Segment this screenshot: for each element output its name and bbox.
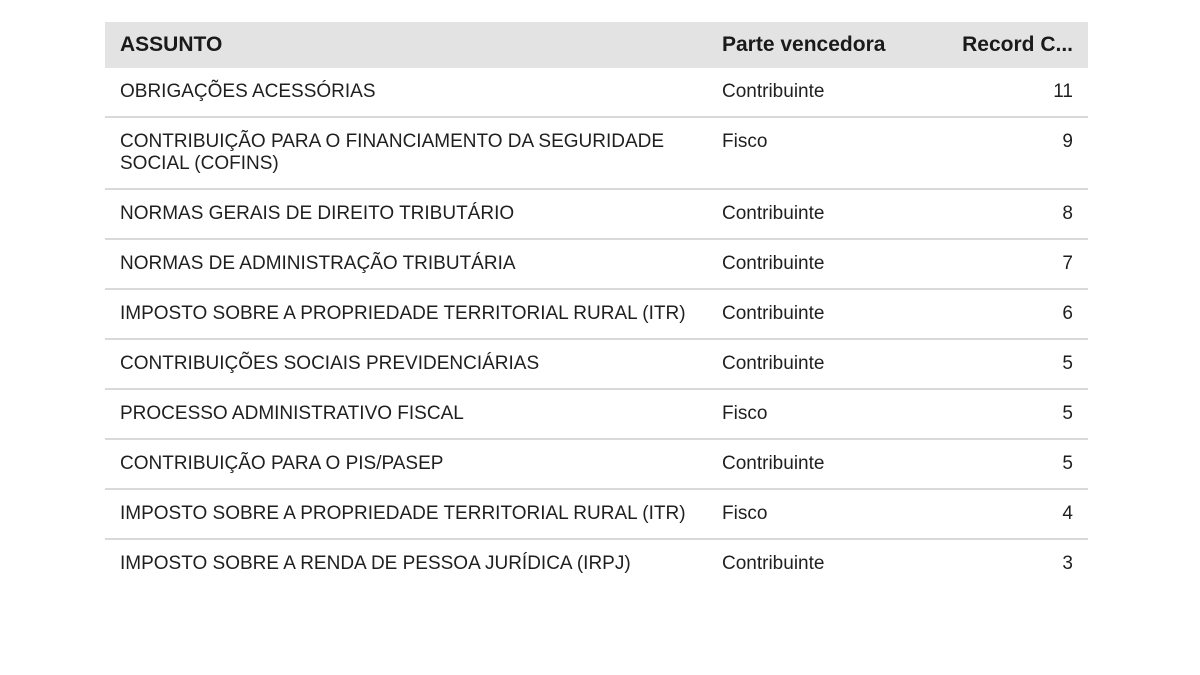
- cell-record-count: 9: [939, 117, 1088, 189]
- cell-assunto: IMPOSTO SOBRE A PROPRIEDADE TERRITORIAL RURAL (ITR): [105, 489, 707, 539]
- cell-parte-vencedora: Contribuinte: [707, 239, 939, 289]
- cell-parte-vencedora: Fisco: [707, 117, 939, 189]
- table-row: [105, 489, 1088, 539]
- table-row: [105, 239, 1088, 289]
- column-header-parte-vencedora[interactable]: Parte vencedora: [707, 22, 939, 68]
- cell-record-count: 5: [939, 389, 1088, 439]
- table-row: [105, 439, 1088, 489]
- cell-assunto: CONTRIBUIÇÃO PARA O FINANCIAMENTO DA SEGURIDADE SOCIAL (COFINS): [105, 117, 707, 189]
- table-row: [105, 289, 1088, 339]
- cell-assunto: OBRIGAÇÕES ACESSÓRIAS: [105, 68, 707, 117]
- cell-assunto: NORMAS GERAIS DE DIREITO TRIBUTÁRIO: [105, 189, 707, 239]
- column-header-assunto[interactable]: ASSUNTO: [105, 22, 707, 68]
- cell-record-count: 3: [1062, 553, 1073, 574]
- table-row: [105, 339, 1088, 389]
- cell-parte-vencedora: Contribuinte: [707, 68, 939, 117]
- cell-parte-vencedora: Contribuinte: [707, 439, 939, 489]
- table-body: [105, 68, 1088, 588]
- column-header-record-count[interactable]: Record C...: [939, 22, 1088, 68]
- cell-record-count: 5: [939, 339, 1088, 389]
- cell-assunto: NORMAS DE ADMINISTRAÇÃO TRIBUTÁRIA: [105, 239, 707, 289]
- cell-assunto: IMPOSTO SOBRE A RENDA DE PESSOA JURÍDICA (IRPJ): [120, 553, 631, 574]
- cell-record-count: 4: [939, 489, 1088, 539]
- cell-record-count: 7: [939, 239, 1088, 289]
- data-table: [105, 22, 1088, 588]
- table-row: [105, 68, 1088, 117]
- table-row: [105, 117, 1088, 189]
- cell-parte-vencedora: Fisco: [707, 489, 939, 539]
- table-row: [105, 539, 1088, 588]
- cell-record-count: 11: [939, 68, 1088, 117]
- cell-parte-vencedora: Contribuinte: [707, 339, 939, 389]
- table-row: [105, 189, 1088, 239]
- cell-record-count: 6: [939, 289, 1088, 339]
- header-row: [105, 22, 1088, 68]
- cell-assunto: CONTRIBUIÇÕES SOCIAIS PREVIDENCIÁRIAS: [105, 339, 707, 389]
- cell-parte-vencedora: Fisco: [707, 389, 939, 439]
- cell-parte-vencedora: Contribuinte: [707, 189, 939, 239]
- cell-parte-vencedora: Contribuinte: [722, 553, 825, 574]
- table-row: [105, 389, 1088, 439]
- table-header: [105, 22, 1088, 68]
- cell-assunto: PROCESSO ADMINISTRATIVO FISCAL: [105, 389, 707, 439]
- cell-record-count: 5: [939, 439, 1088, 489]
- cell-assunto: CONTRIBUIÇÃO PARA O PIS/PASEP: [105, 439, 707, 489]
- cell-record-count: 8: [939, 189, 1088, 239]
- data-table-container: [105, 22, 1088, 588]
- cell-parte-vencedora: Contribuinte: [707, 289, 939, 339]
- cell-assunto: IMPOSTO SOBRE A PROPRIEDADE TERRITORIAL RURAL (ITR): [105, 289, 707, 339]
